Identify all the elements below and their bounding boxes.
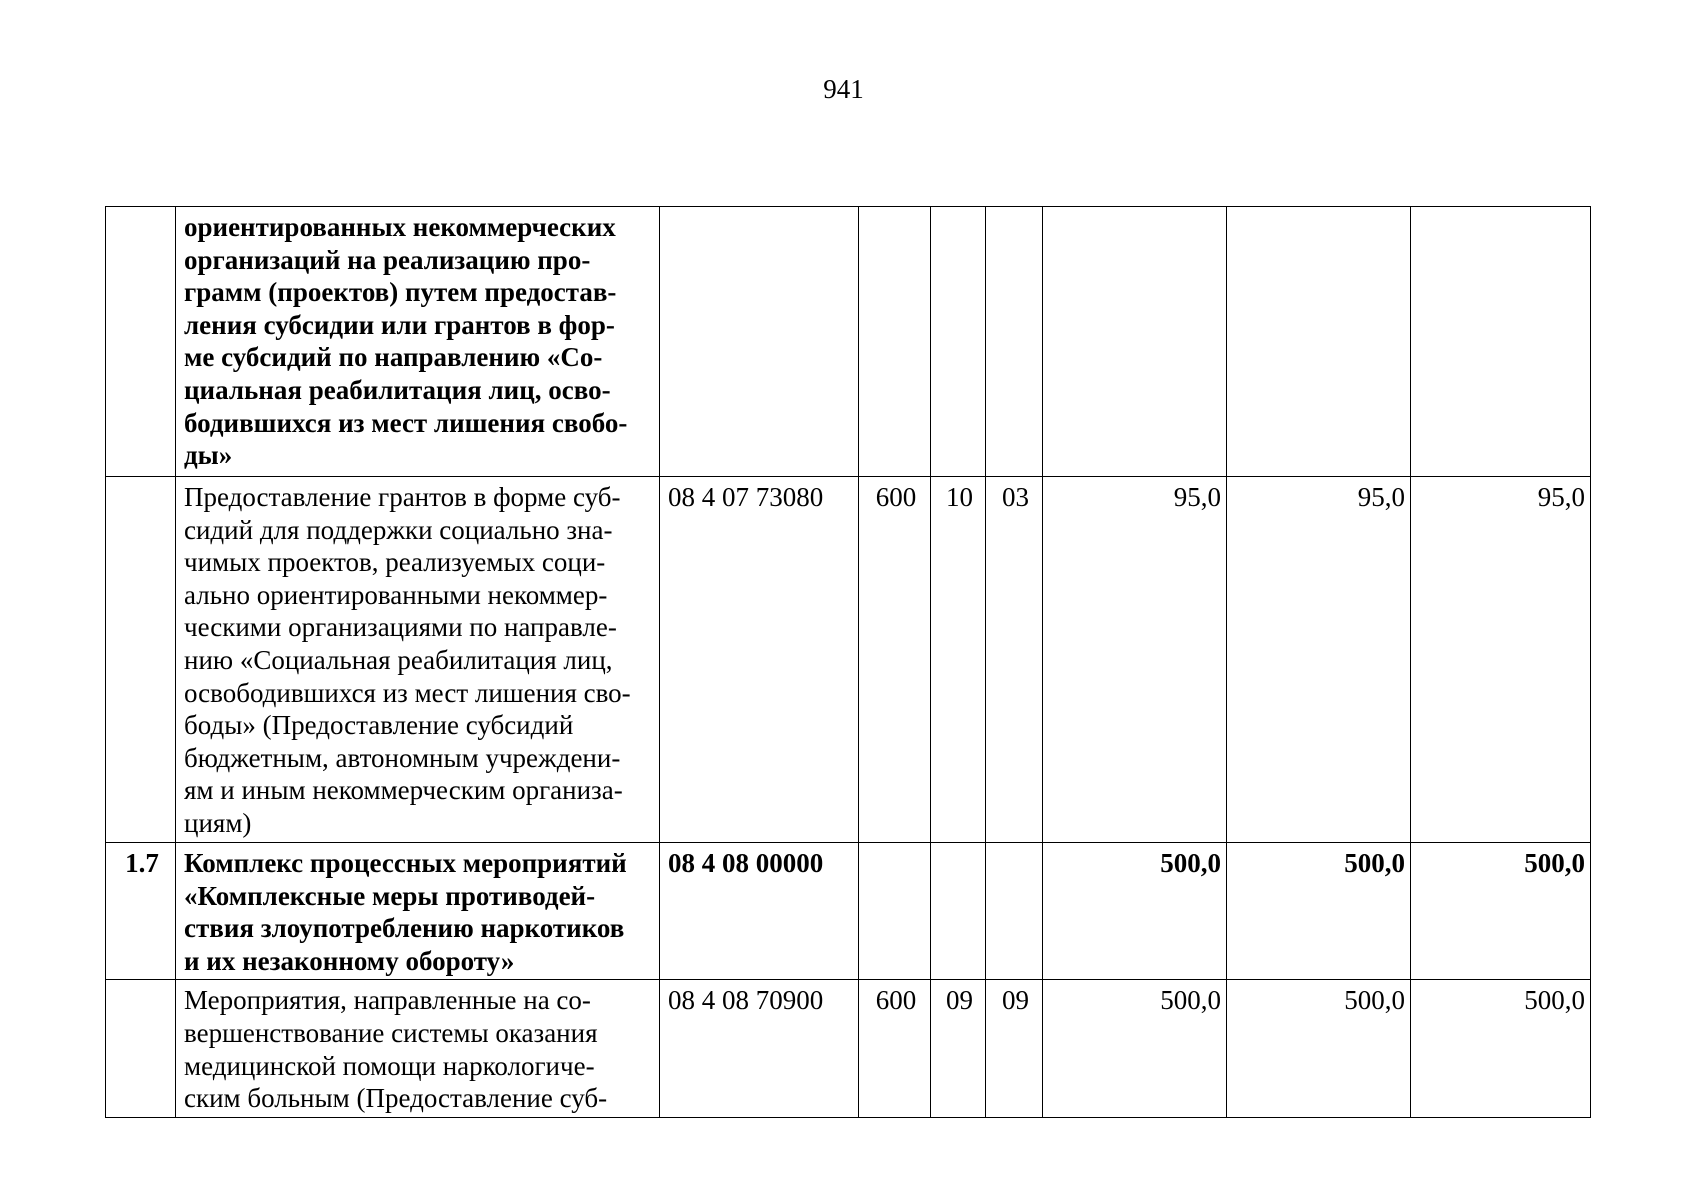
item-name <box>176 477 660 843</box>
item-name-line: ально ориентированными некоммер- <box>184 579 608 610</box>
amount-year-2: 500,0 <box>1227 980 1411 1117</box>
item-name-line: Комплекс процессных мероприятий <box>184 848 627 878</box>
item-name-line: циальная реабилитация лиц, осво- <box>184 374 611 405</box>
subsection-code: 09 <box>986 980 1043 1117</box>
expense-type: 600 <box>859 477 931 843</box>
section-code: 09 <box>931 980 986 1117</box>
item-name <box>176 207 660 477</box>
item-name-line: ям и иным некоммерческим организа- <box>184 775 623 806</box>
item-name-line: ческими организациями по направле- <box>184 612 617 643</box>
item-name-line: ствия злоупотреблению наркотиков <box>184 913 625 944</box>
subsection-code <box>986 207 1043 477</box>
item-name-line: «Комплексные меры противодей- <box>184 880 596 911</box>
item-name-line: медицинской помощи наркологиче- <box>184 1050 595 1081</box>
item-name-line: циям) <box>184 807 252 838</box>
item-name-line: нию «Социальная реабилитация лиц, <box>184 644 613 675</box>
item-name-line: бодившихся из мест лишения свобо- <box>184 407 628 438</box>
section-code <box>931 843 986 980</box>
amount-year-1 <box>1043 207 1227 477</box>
budget-table <box>105 206 1591 1118</box>
table-row <box>106 477 1591 843</box>
subsection-code: 03 <box>986 477 1043 843</box>
item-name-line: боды» (Предоставление субсидий <box>184 710 574 741</box>
item-name-line: освободившихся из мест лишения сво- <box>184 677 631 708</box>
item-name <box>176 980 660 1117</box>
row-number <box>106 207 176 477</box>
amount-year-2: 500,0 <box>1227 843 1411 980</box>
item-name-line: ме субсидий по направлению «Со- <box>184 342 603 373</box>
item-name-line: и их незаконному обороту» <box>184 945 515 976</box>
item-name-line: ды» <box>184 440 233 471</box>
item-name-line: чимых проектов, реализуемых соци- <box>184 547 606 578</box>
target-code: 08 4 08 70900 <box>660 980 859 1117</box>
subsection-code <box>986 843 1043 980</box>
amount-year-3 <box>1411 207 1591 477</box>
amount-year-1: 500,0 <box>1043 843 1227 980</box>
section-code: 10 <box>931 477 986 843</box>
item-name-line: грамм (проектов) путем предостав- <box>184 277 617 308</box>
amount-year-3: 500,0 <box>1411 980 1591 1117</box>
item-name-line: ления субсидии или грантов в фор- <box>184 309 615 340</box>
row-number: 1.7 <box>106 843 176 980</box>
amount-year-1: 95,0 <box>1043 477 1227 843</box>
item-name-line: Мероприятия, направленные на со- <box>184 985 591 1016</box>
item-name-line: Предоставление грантов в форме суб- <box>184 482 621 512</box>
item-name-line: ским больным (Предоставление суб- <box>184 1083 608 1114</box>
item-name-line: ориентированных некоммерческих <box>184 212 616 242</box>
table-row <box>106 207 1591 477</box>
table-row <box>106 843 1591 980</box>
page-number: 941 <box>823 74 864 104</box>
amount-year-2 <box>1227 207 1411 477</box>
amount-year-2: 95,0 <box>1227 477 1411 843</box>
expense-type <box>859 207 931 477</box>
target-code: 08 4 07 73080 <box>660 477 859 843</box>
section-code <box>931 207 986 477</box>
item-name-line: вершенствование системы оказания <box>184 1017 598 1048</box>
amount-year-3: 95,0 <box>1411 477 1591 843</box>
target-code: 08 4 08 00000 <box>660 843 859 980</box>
expense-type: 600 <box>859 980 931 1117</box>
target-code <box>660 207 859 477</box>
item-name-line: бюджетным, автономным учреждени- <box>184 742 621 773</box>
item-name-line: сидий для поддержки социально зна- <box>184 514 613 545</box>
row-number <box>106 980 176 1117</box>
item-name-line: организаций на реализацию про- <box>184 244 591 275</box>
table-row <box>106 980 1591 1117</box>
item-name <box>176 843 660 980</box>
amount-year-3: 500,0 <box>1411 843 1591 980</box>
expense-type <box>859 843 931 980</box>
row-number <box>106 477 176 843</box>
amount-year-1: 500,0 <box>1043 980 1227 1117</box>
